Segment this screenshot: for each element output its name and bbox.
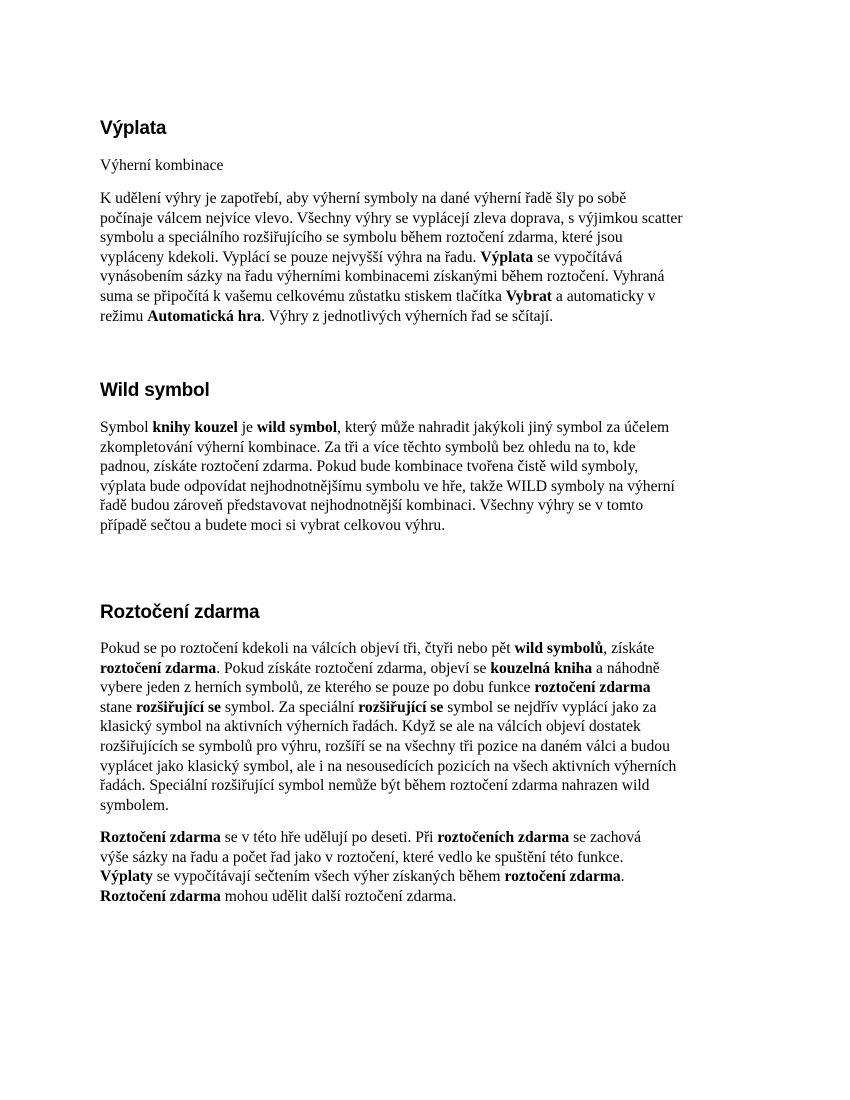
- heading-vyplata: Výplata: [100, 118, 167, 139]
- text-run: zkompletování výherní kombinace. Za tři a více těchto symbolů bez ohledu na to, kde: [100, 438, 636, 456]
- text-run: se v této hře udělují po deseti. Při: [220, 829, 438, 846]
- text-run: vypláceny kdekoli. Vyplácí se pouze nejvyšší výhra na řadu.: [100, 248, 481, 266]
- text-run: klasický symbol na aktivních výherních řadách. Když se ale na válcích objeví dostatek: [100, 718, 641, 736]
- bold-text: knihy kouzel: [152, 419, 238, 436]
- bold-text: roztočení zdarma: [100, 659, 217, 677]
- bold-text: Výplata: [480, 248, 534, 266]
- text-line: [100, 848, 641, 868]
- text-run: řadě budou zároveň představovat nejhodnotnější kombinaci. Všechny výhry se v tomto: [100, 497, 644, 515]
- bold-text: Vybrat: [505, 287, 552, 305]
- bold-text: Roztočení zdarma: [100, 887, 221, 905]
- text-line: [100, 717, 676, 737]
- text-run: je: [237, 419, 257, 436]
- paragraph-roztoceni-zdarma-1: [100, 639, 676, 815]
- text-line: [100, 737, 676, 757]
- text-run: K udělení výhry je zapotřebí, aby výherní symboly na dané výherní řadě šly po sobě: [100, 190, 627, 207]
- text-run: .: [620, 868, 625, 886]
- text-run: , který může nahradit jakýkoli jiný symbol za účelem: [337, 419, 670, 436]
- text-run: symbol se nejdřív vyplácí jako za: [443, 698, 657, 716]
- text-line: [100, 828, 641, 848]
- text-run: . Výhry z jednotlivých výherních řad se sčítají.: [261, 307, 554, 325]
- bold-text: rozšiřující se: [358, 698, 444, 716]
- text-line: [100, 496, 675, 516]
- text-run: a náhodně: [592, 659, 660, 677]
- text-run: padnou, získáte roztočení zdarma. Pokud bude kombinace tvořena čistě wild symboly,: [100, 458, 639, 476]
- text-run: vybere jeden z herních symbolů, ze kterého se pouze po dobu funkce: [100, 679, 535, 697]
- text-run: vynásobením sázky na řadu výherními kombinacemi získanými během roztočení. Vyhraná: [100, 268, 665, 286]
- text-run: řadách. Speciální rozšiřující symbol nemůže být během roztočení zdarma nahrazen wild: [100, 777, 650, 795]
- text-run: případě sečtou a budete moci si vybrat celkovou výhru.: [100, 516, 446, 534]
- bold-text: rozšiřující se: [135, 698, 221, 716]
- text-line: [100, 457, 675, 477]
- text-run: se zachová: [569, 829, 642, 846]
- heading-roztoceni-zdarma: Roztočení zdarma: [100, 602, 260, 623]
- paragraph-wild-symbol: [100, 418, 675, 536]
- text-line: [100, 757, 676, 777]
- text-line: [100, 887, 641, 907]
- text-line: [100, 678, 676, 698]
- heading-wild-symbol: Wild symbol: [100, 380, 210, 401]
- text-line: [100, 418, 675, 438]
- text-run: režimu: [100, 307, 148, 325]
- bold-text: Automatická hra: [147, 307, 262, 325]
- text-line: [100, 267, 683, 287]
- text-run: rozšiřujících se symbolů pro výhru, rozšíří se na všechny tři pozice na daném válci a budou: [100, 737, 670, 755]
- text-line: [100, 639, 676, 659]
- text-line: [100, 796, 676, 816]
- text-run: se vypočítává: [533, 248, 623, 266]
- text-run: výplata bude odpovídat nejhodnotnějšímu symbolu ve hře, takže WILD symboly na výherní: [100, 477, 675, 495]
- bold-text: Výplaty: [100, 868, 153, 886]
- bold-text: roztočení zdarma: [534, 679, 651, 697]
- text-line: [100, 248, 683, 268]
- text-run: Výherní kombinace: [100, 157, 224, 174]
- text-line: [100, 776, 676, 796]
- bold-text: wild symbol: [256, 419, 338, 436]
- text-line: [100, 307, 683, 327]
- text-run: počínaje válcem nejvíce vlevo. Všechny výhry se vyplácejí zleva doprava, s výjimkou scatter: [100, 209, 683, 227]
- paragraph-vyplata: [100, 189, 683, 326]
- text-run: se vypočítávají sečtením všech výher získaných během: [152, 868, 505, 886]
- subheading-vyherni-kombinace: [100, 156, 223, 176]
- text-line: [100, 659, 676, 679]
- text-line: [100, 438, 675, 458]
- text-line: [100, 867, 641, 887]
- text-run: , získáte: [603, 640, 655, 657]
- text-run: a automaticky v: [551, 287, 656, 305]
- paragraph-roztoceni-zdarma-2: [100, 828, 641, 906]
- text-line: [100, 156, 223, 176]
- text-line: [100, 698, 676, 718]
- text-run: mohou udělit další roztočení zdarma.: [220, 887, 457, 905]
- bold-text: Roztočení zdarma: [100, 829, 221, 846]
- bold-text: kouzelná kniha: [490, 659, 593, 677]
- text-run: vyplácet jako klasický symbol, ale i na nesousedících pozicích na všech aktivních výherních: [100, 757, 677, 775]
- bold-text: roztočeních zdarma: [437, 829, 570, 846]
- bold-text: wild symbolů: [514, 640, 604, 657]
- text-line: [100, 477, 675, 497]
- text-line: [100, 516, 675, 536]
- bold-text: roztočení zdarma: [504, 868, 621, 886]
- text-run: . Pokud získáte roztočení zdarma, objeví se: [216, 659, 491, 677]
- text-run: symbol. Za speciální: [220, 698, 359, 716]
- text-run: výše sázky na řadu a počet řad jako v roztočení, které vedlo ke spuštění této funkce.: [100, 848, 624, 866]
- text-line: [100, 228, 683, 248]
- text-run: stane: [100, 698, 136, 716]
- text-line: [100, 189, 683, 209]
- text-run: Pokud se po roztočení kdekoli na válcích objeví tři, čtyři nebo pět: [100, 640, 515, 657]
- text-line: [100, 287, 683, 307]
- text-run: suma se připočítá k vašemu celkovému zůstatku stiskem tlačítka: [100, 287, 506, 305]
- text-run: Symbol: [100, 419, 153, 436]
- text-line: [100, 209, 683, 229]
- text-run: symbolem.: [100, 796, 169, 814]
- text-run: symbolu a speciálního rozšiřujícího se symbolu během roztočení zdarma, které jsou: [100, 229, 623, 247]
